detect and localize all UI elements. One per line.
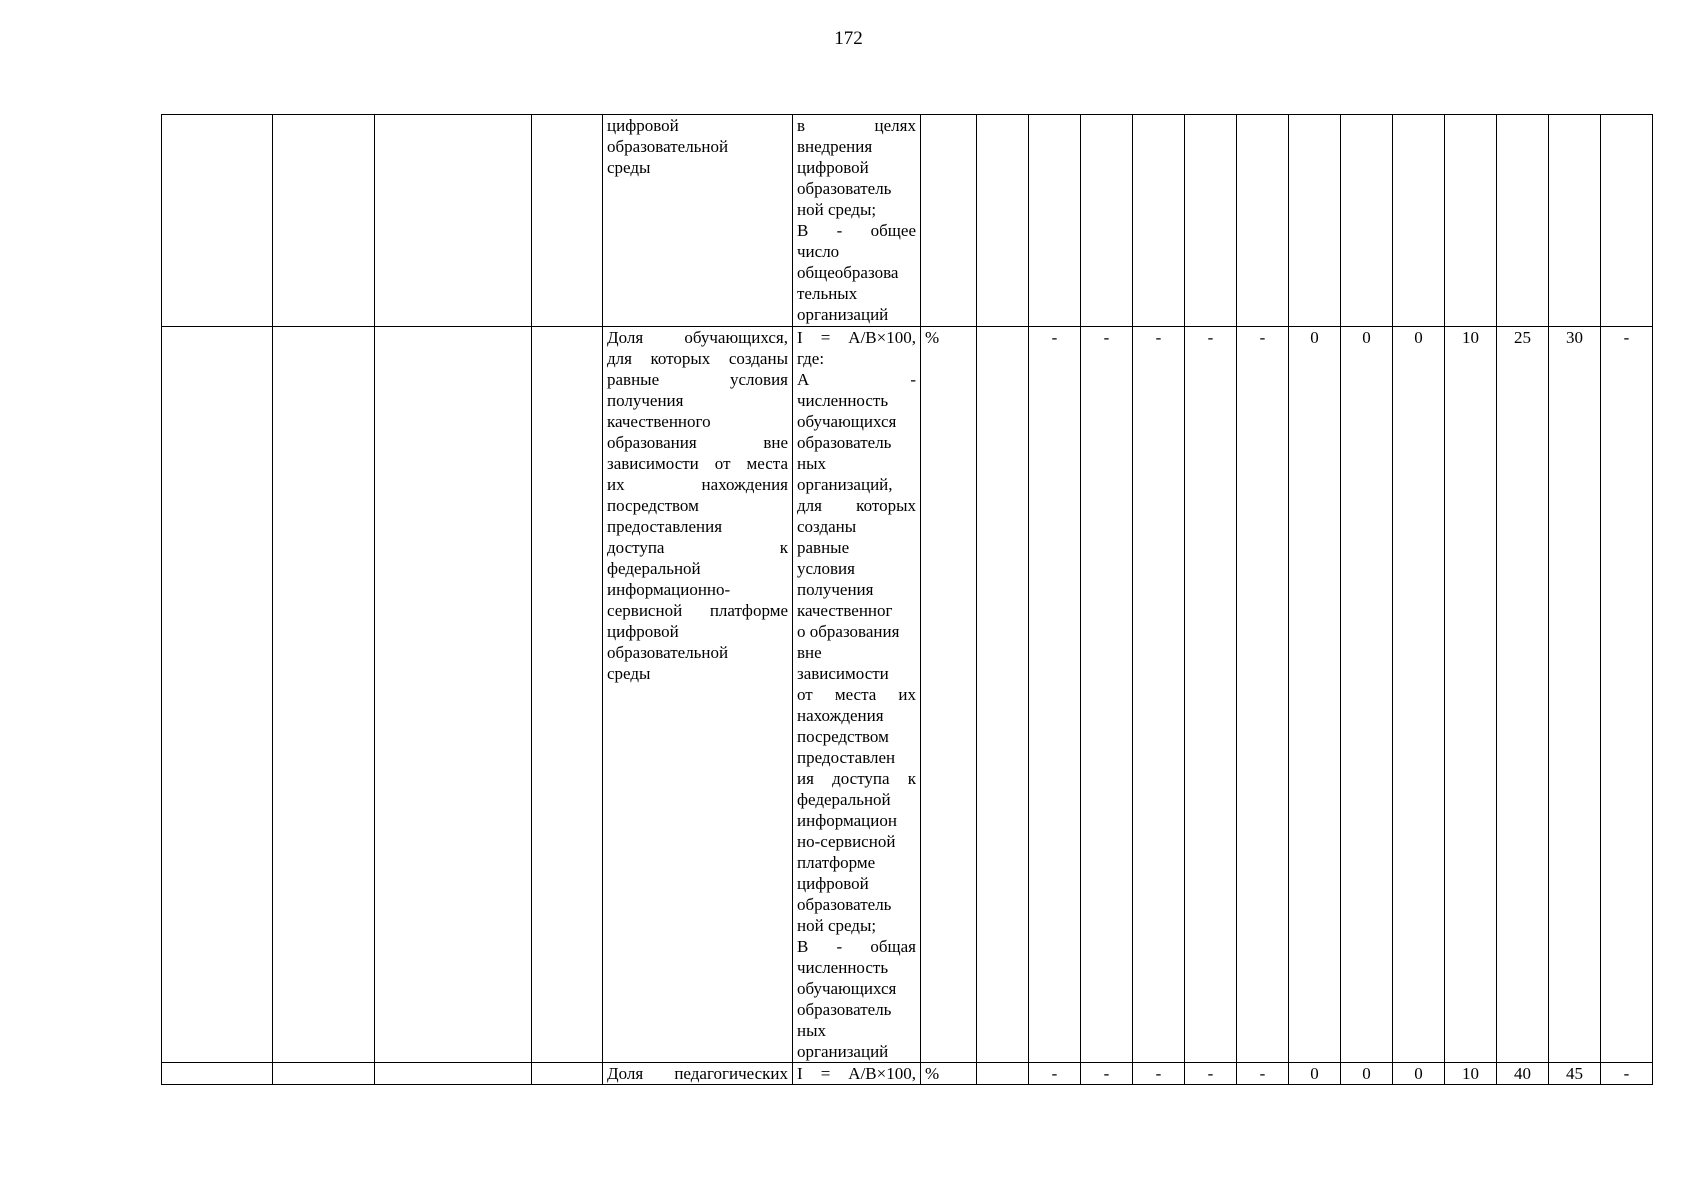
indicator-line: посредством	[607, 496, 699, 515]
indicator-line: среды	[607, 158, 651, 177]
empty-cell	[532, 115, 603, 327]
formula-line: платформе	[797, 853, 876, 872]
formula-line: от места их	[797, 685, 916, 704]
formula-line: ных	[797, 454, 827, 473]
value-cell	[1081, 115, 1133, 327]
indicator-name-cell	[603, 327, 793, 1063]
indicator-line: для которых созданы	[607, 349, 788, 368]
empty-cell	[532, 1063, 603, 1085]
value-cell	[1549, 115, 1601, 327]
value-cell	[1393, 115, 1445, 327]
formula-line: образователь	[797, 179, 892, 198]
formula-line: численность	[797, 391, 889, 410]
value-cell: -	[1237, 327, 1289, 1063]
value-cell	[1601, 115, 1653, 327]
indicator-line: предоставления	[607, 517, 723, 536]
formula-line: В - общая	[797, 937, 916, 956]
formula-line: В - общее	[797, 221, 916, 240]
value-cell: -	[1081, 1063, 1133, 1085]
formula-line: внедрения	[797, 137, 873, 156]
formula-line: качественног	[797, 601, 893, 620]
empty-cell	[273, 115, 375, 327]
empty-cell	[162, 115, 273, 327]
indicator-table	[161, 114, 1653, 1085]
value-cell	[1029, 115, 1081, 327]
indicator-line: Доля обучающихся,	[607, 328, 788, 347]
formula-line: цифровой	[797, 158, 869, 177]
indicator-line: их нахождения	[607, 475, 788, 494]
value-cell: -	[1185, 1063, 1237, 1085]
value-cell	[977, 115, 1029, 327]
formula-line: образователь	[797, 433, 892, 452]
formula-line: тельных	[797, 284, 858, 303]
indicator-line: доступа к	[607, 538, 788, 557]
indicator-line: зависимости от места	[607, 454, 788, 473]
formula-line: о образования	[797, 622, 900, 641]
formula-line: созданы	[797, 517, 857, 536]
empty-cell	[375, 327, 532, 1063]
value-cell: -	[1601, 1063, 1653, 1085]
value-cell: 10	[1445, 327, 1497, 1063]
empty-cell	[532, 327, 603, 1063]
formula-line: федеральной	[797, 790, 891, 809]
indicator-line: образовательной	[607, 643, 729, 662]
formula-line: условия	[797, 559, 855, 578]
formula-line: организаций	[797, 1042, 889, 1061]
formula-line: вне	[797, 643, 822, 662]
value-cell: -	[1029, 1063, 1081, 1085]
formula-line: ной среды;	[797, 200, 877, 219]
indicator-line: цифровой	[607, 622, 679, 641]
value-cell: 25	[1497, 327, 1549, 1063]
empty-cell	[273, 327, 375, 1063]
table-row	[162, 1063, 1653, 1085]
indicator-line: федеральной	[607, 559, 701, 578]
value-cell: 0	[1341, 1063, 1393, 1085]
value-cell	[1133, 115, 1185, 327]
formula-line: цифровой	[797, 874, 869, 893]
indicator-line: образовательной	[607, 137, 729, 156]
formula-line: число	[797, 242, 840, 261]
value-cell: 30	[1549, 327, 1601, 1063]
value-cell	[977, 1063, 1029, 1085]
indicator-line: образования вне	[607, 433, 788, 452]
indicator-line: сервисной платформе	[607, 601, 788, 620]
indicator-line: получения	[607, 391, 684, 410]
empty-cell	[375, 1063, 532, 1085]
page-number: 172	[834, 28, 863, 49]
formula-line: численность	[797, 958, 889, 977]
formula-line: ия доступа к	[797, 769, 916, 788]
formula-line: общеобразова	[797, 263, 899, 282]
value-cell: 0	[1393, 327, 1445, 1063]
formula-line: для которых	[797, 496, 916, 515]
formula-line: ных	[797, 1021, 827, 1040]
value-cell	[1289, 115, 1341, 327]
formula-line: ной среды;	[797, 916, 877, 935]
empty-cell	[162, 1063, 273, 1085]
value-cell	[1237, 115, 1289, 327]
value-cell: -	[1081, 327, 1133, 1063]
indicator-line: равные условия	[607, 370, 788, 389]
formula-line: А -	[797, 370, 916, 389]
indicator-line: Доля педагогических	[607, 1064, 788, 1083]
formula-line: организаций	[797, 305, 889, 324]
table-row	[162, 327, 1653, 1063]
formula-line: предоставлен	[797, 748, 896, 767]
formula-line: организаций,	[797, 475, 893, 494]
formula-cell	[793, 1063, 921, 1085]
table-row	[162, 115, 1653, 327]
unit-cell	[921, 115, 977, 327]
formula-line: зависимости	[797, 664, 889, 683]
indicator-line: качественного	[607, 412, 711, 431]
value-cell: 0	[1289, 327, 1341, 1063]
value-cell: -	[1029, 327, 1081, 1063]
value-cell: 0	[1393, 1063, 1445, 1085]
formula-line: посредством	[797, 727, 889, 746]
formula-line: обучающихся	[797, 412, 897, 431]
indicator-name-cell	[603, 115, 793, 327]
indicator-line: информационно-	[607, 580, 731, 599]
formula-cell	[793, 327, 921, 1063]
value-cell: -	[1185, 327, 1237, 1063]
formula-line: образователь	[797, 895, 892, 914]
formula-cell	[793, 115, 921, 327]
value-cell	[977, 327, 1029, 1063]
value-cell: -	[1237, 1063, 1289, 1085]
formula-line: где:	[797, 349, 825, 368]
value-cell: -	[1133, 1063, 1185, 1085]
value-cell: 10	[1445, 1063, 1497, 1085]
indicator-name-cell	[603, 1063, 793, 1085]
value-cell	[1445, 115, 1497, 327]
value-cell: -	[1133, 327, 1185, 1063]
value-cell	[1185, 115, 1237, 327]
value-cell: 0	[1341, 327, 1393, 1063]
formula-line: I = А/В×100,	[797, 328, 916, 347]
formula-line: обучающихся	[797, 979, 897, 998]
formula-line: но-сервисной	[797, 832, 896, 851]
indicator-line: цифровой	[607, 116, 679, 135]
empty-cell	[375, 115, 532, 327]
unit-cell: %	[921, 327, 977, 1063]
formula-line: образователь	[797, 1000, 892, 1019]
value-cell	[1341, 115, 1393, 327]
formula-line: в целях	[797, 116, 916, 135]
formula-line: нахождения	[797, 706, 884, 725]
value-cell: -	[1601, 327, 1653, 1063]
formula-line: получения	[797, 580, 874, 599]
unit-cell: %	[921, 1063, 977, 1085]
formula-line: информацион	[797, 811, 897, 830]
formula-line: равные	[797, 538, 850, 557]
formula-line: I = А/В×100,	[797, 1064, 916, 1083]
empty-cell	[162, 327, 273, 1063]
indicator-line: среды	[607, 664, 651, 683]
value-cell: 40	[1497, 1063, 1549, 1085]
value-cell	[1497, 115, 1549, 327]
value-cell: 0	[1289, 1063, 1341, 1085]
empty-cell	[273, 1063, 375, 1085]
value-cell: 45	[1549, 1063, 1601, 1085]
